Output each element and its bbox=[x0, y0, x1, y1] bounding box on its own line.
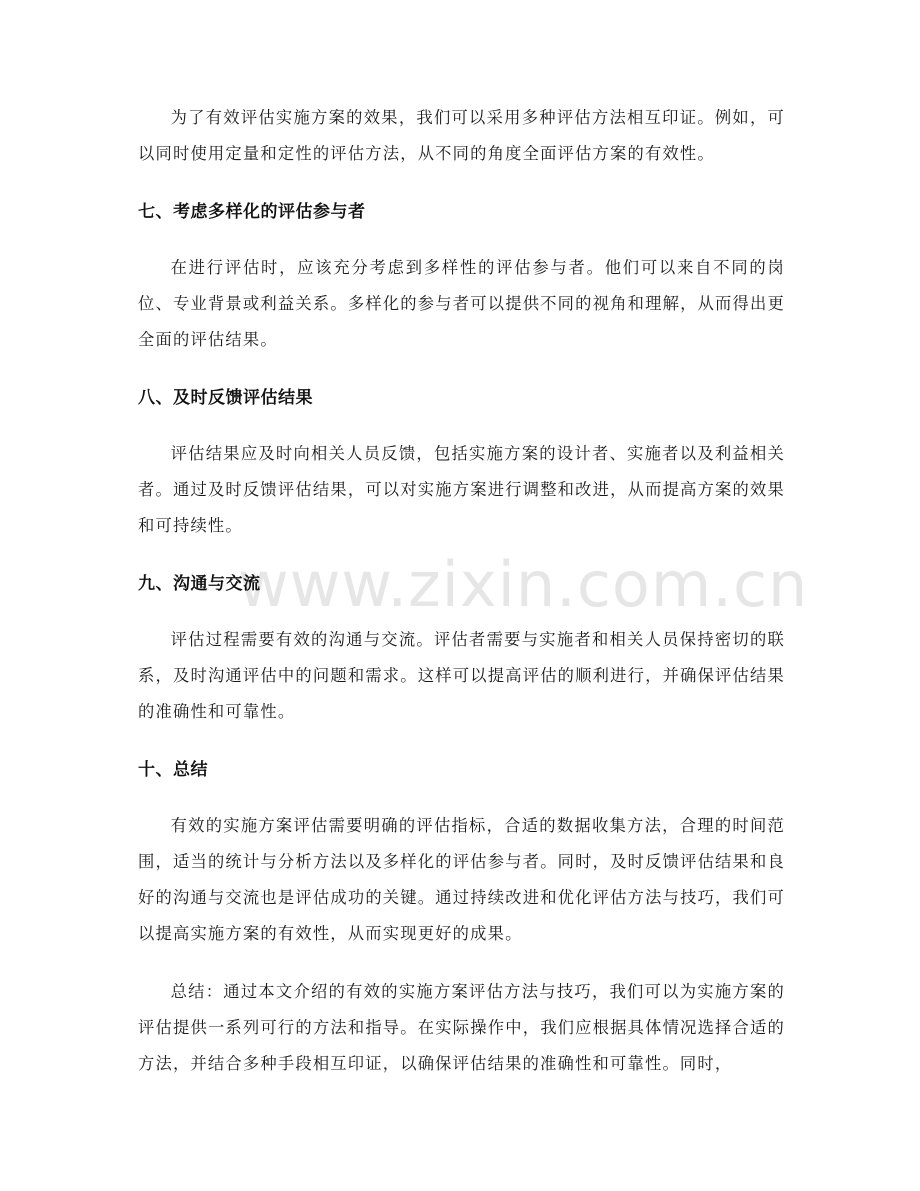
section-heading-9: 九、沟通与交流 bbox=[138, 574, 261, 594]
section-heading-7: 七、考虑多样化的评估参与者 bbox=[138, 202, 366, 222]
paragraph-intro: 为了有效评估实施方案的效果，我们可以采用多种评估方法相互印证。例如，可以同时使用定量和定性的评估方法，从不同的角度全面评估方案的有效性。 bbox=[138, 108, 785, 163]
paragraph-summary: 总结：通过本文介绍的有效的实施方案评估方法与技巧，我们可以为实施方案的评估提供一系列可行的方法和指导。在实际操作中，我们应根据具体情况选择合适的方法，并结合多种手段相互印证，以确保评估结果的准确性和可靠性。同时， bbox=[138, 982, 785, 1073]
paragraph-section-8: 评估结果应及时向相关人员反馈，包括实施方案的设计者、实施者以及利益相关者。通过及时反馈评估结果，可以对实施方案进行调整和改进，从而提高方案的效果和可持续性。 bbox=[138, 444, 785, 535]
section-heading-10: 十、总结 bbox=[138, 760, 208, 780]
paragraph-section-7: 在进行评估时，应该充分考虑到多样性的评估参与者。他们可以来自不同的岗位、专业背景或利益关系。多样化的参与者可以提供不同的视角和理解，从而得出更全面的评估结果。 bbox=[138, 258, 785, 349]
section-heading-8: 八、及时反馈评估结果 bbox=[138, 388, 313, 408]
watermark-text: www.zixin.com.cn bbox=[238, 548, 809, 621]
paragraph-section-9: 评估过程需要有效的沟通与交流。评估者需要与实施者和相关人员保持密切的联系，及时沟通评估中的问题和需求。这样可以提高评估的顺利进行，并确保评估结果的准确性和可靠性。 bbox=[138, 630, 785, 721]
paragraph-section-10: 有效的实施方案评估需要明确的评估指标，合适的数据收集方法，合理的时间范围，适当的统计与分析方法以及多样化的评估参与者。同时，及时反馈评估结果和良好的沟通与交流也是评估成功的关键。通过持续改进和优化评估方法与技巧，我们可以提高实施方案的有效性，从而实现更好的成果。 bbox=[138, 816, 785, 943]
document-body bbox=[138, 100, 785, 1104]
